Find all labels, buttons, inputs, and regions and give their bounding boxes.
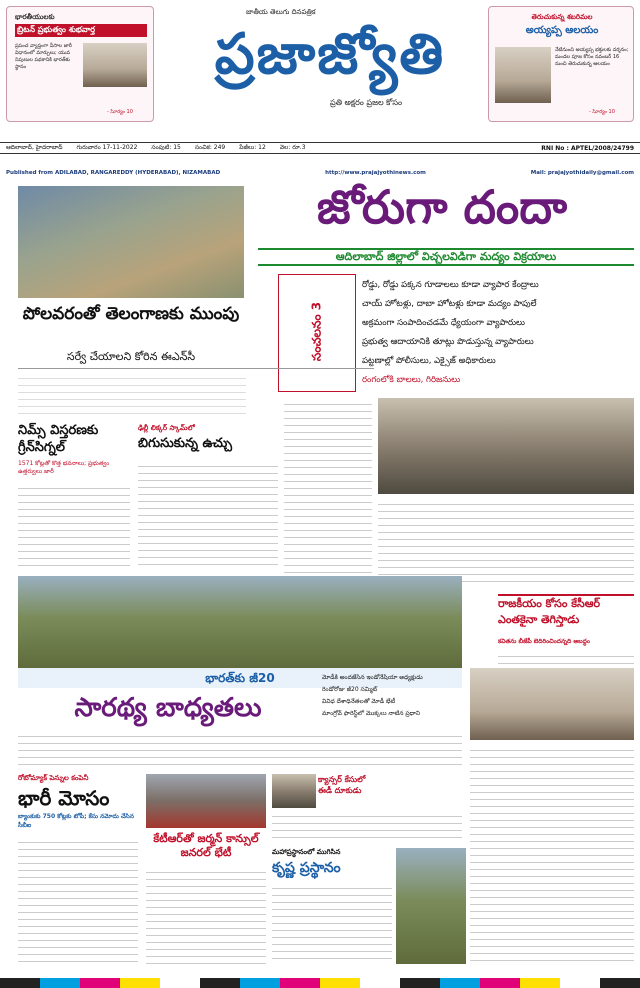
dateline-bar [0,142,640,154]
lead-point-3: అక్రమంగా సంపాదించడమే ధ్యేయంగా వ్యాపారులు [362,318,525,328]
politics-body [498,650,634,666]
dateline-date: గురువారం 17-11-2022 [76,144,138,151]
lead-body-2 [378,498,634,588]
krishna-photo [396,848,466,964]
g20-photo [18,576,462,668]
slogan: ప్రతి అక్షరం ప్రజల కోసం [330,98,403,107]
g20-headline: సారథ్య బాధ్యతలు [74,693,262,723]
promo-right-more: - సిూర్యం 10 [589,109,615,115]
promo-right-title: తెరుచుకున్న శబరిమల [531,13,593,21]
fraud-kicker: రోటోమ్యాక్ పెన్నుల కంపెనీ [18,774,89,782]
german-photo [146,774,266,828]
polavaram-photo [18,186,244,298]
lead-point-2: చాయ్ హోటళ్లు, దాబా హోటళ్లు కూడా మద్యం పాపులే [362,299,537,309]
lead-photo [378,398,634,494]
polavaram-sub: సర్వే చేయాలని కోరిన ఈఎన్‌సీ [66,350,196,363]
polavaram-headline: పోలవరంతో తెలంగాణకు ముంపు [22,304,240,324]
g20-side-3: వివిధ దేశాధినేతలతో మోడీ భేటీ [322,698,396,705]
g20-kicker: భారత్‌కు జీ20 [18,668,462,688]
cancer-body [272,810,462,842]
publisher-bar [0,170,640,180]
polavaram-body [18,372,246,418]
politics-headline: రాజకీయం కోసం కేసీఆర్ ఎంతకైనా తెగిస్తాడు [498,594,634,634]
lead-point-6: రంగంలోకి బాలలు, గిరిజనులు [362,375,461,385]
promo-left-body: ప్రపంచ వ్యాప్తంగా వీసాల జారీ విధానంలో మార్పులు; యువ నిపుణుల పథకానికి భారత్‌కు స్థానం [15,43,72,70]
dateline-volume: సంపుటి: 15 [151,144,181,151]
lead-subhead: ఆదిలాబాద్ జిల్లాలో విచ్చలవిడిగా మద్యం విక్రయాలు [258,248,634,266]
g20-body [18,730,462,768]
lead-side-label: సంచలనం 3 [309,301,324,362]
promo-right-body: నేటినుంచి అయ్యప్ప భక్తులకు దర్శనం; మండల పూజ కోసం నవంబర్ 16 నుంచి తెరుచుకున్న ఆలయం [555,47,629,67]
nims-headline: నిమ్స్ విస్తరణకు గ్రీన్‌సిగ్నల్ [18,423,99,455]
nims-sub: 1571 కోట్లతో కొత్త భవనాలు; ప్రభుత్వం ఉత్తర్వులు జారీ [18,460,110,475]
nims-body [18,482,130,566]
krishna-headline: కృష్ణ ప్రస్థానం [272,860,341,876]
promo-left-more: - సిూర్యం 10 [107,109,133,115]
g20-side-2: రెండోరోజు జీ20 సమ్మిట్ [322,686,378,693]
delhi-kicker: ఢిల్లీ లిక్కర్ స్కామ్‌లో [138,424,195,432]
dateline-issue: సంచిక: 249 [194,144,226,151]
tagline: జాతీయ తెలుగు దినపత్రిక [246,8,316,16]
delhi-body [138,460,278,566]
g20-side-4: మాంగ్రోవ్ ఫారెస్ట్‌లో మొక్కలు నాటిన ప్రధాని [322,710,420,717]
website-link[interactable]: http://www.prajajyothinews.com [325,170,426,176]
delhi-headline: బిగుసుకున్న ఉచ్చు [138,436,232,451]
promo-left-title: భారతీయులకు [15,13,55,21]
lead-headline: జోరుగా దందా [316,180,568,234]
color-bar [0,978,640,988]
lead-point-5: పట్టణాల్లో పోలీసులు, ఎక్సైజ్ అధికారులు [362,356,496,366]
german-headline: కేటీఆర్‌తో జర్మన్ కాన్సుల్ జనరల్ భేటీ [153,832,259,859]
politician-photo [470,668,634,740]
g20-side-1: మోడీకి అందజేసిన ఇండోనేషియా అధ్యక్షుడు [322,674,423,681]
dateline-rni: RNI No : APTEL/2008/24799 [541,144,634,152]
lead-point-1: రోడ్డు, రోడ్డు పక్కన గూడాలలు కూడా వ్యాపార కేంద్రాలు [362,280,539,290]
published-from: Published from ADILABAD, RANGAREDDY (HYDERABAD), NIZAMABAD [6,170,221,176]
fraud-headline: భారీ మోసం [18,786,110,810]
krishna-body [272,882,392,964]
temple-image [495,47,551,103]
dateline-place: ఆదిలాబాద్, హైదరాబాద్ [6,144,63,151]
cancer-headline: క్యాన్సర్ కేసులో ఈడీ దూకుడు [318,775,366,795]
politics-sub: కవితను బీజేపీ బెదిరించిందన్నది అబద్ధం [498,638,590,645]
cancer-photo [272,774,316,808]
krishna-kicker: మహాప్రస్థానంలో ముగిసిన [272,848,341,856]
dateline-pages: పేజీలు: 12 [239,144,266,151]
lead-body [284,398,372,588]
fraud-sub: బ్యాంకుకు 750 కోట్లకు టోపీ; కేసు నమోదు చేసిన సీబీఐ [18,813,134,829]
lead-points [362,276,634,394]
german-body [146,866,266,964]
g20-side [322,672,462,728]
masthead-logo: ప్రజాజ్యోతి [214,21,446,87]
promo-right-subtitle: అయ్యప్ప ఆలయం [525,25,599,36]
dateline-price: వెల: రూ.3 [279,144,306,151]
lead-point-4: ప్రభుత్వ ఆదాయానికి తూట్లు పొడుస్తున్న వ్యాపారులు [362,337,534,347]
politics-body-2 [470,744,634,964]
promo-box-right[interactable] [488,6,634,122]
lead-side-label-box [278,274,356,392]
visa-image [83,43,147,87]
mail-address: Mail: prajajyothidaily@gmail.com [530,170,634,176]
fraud-body [18,836,138,964]
promo-left-subtitle: బ్రిటన్ ప్రభుత్వం శుభవార్త [15,24,147,37]
promo-box-left[interactable] [6,6,154,122]
